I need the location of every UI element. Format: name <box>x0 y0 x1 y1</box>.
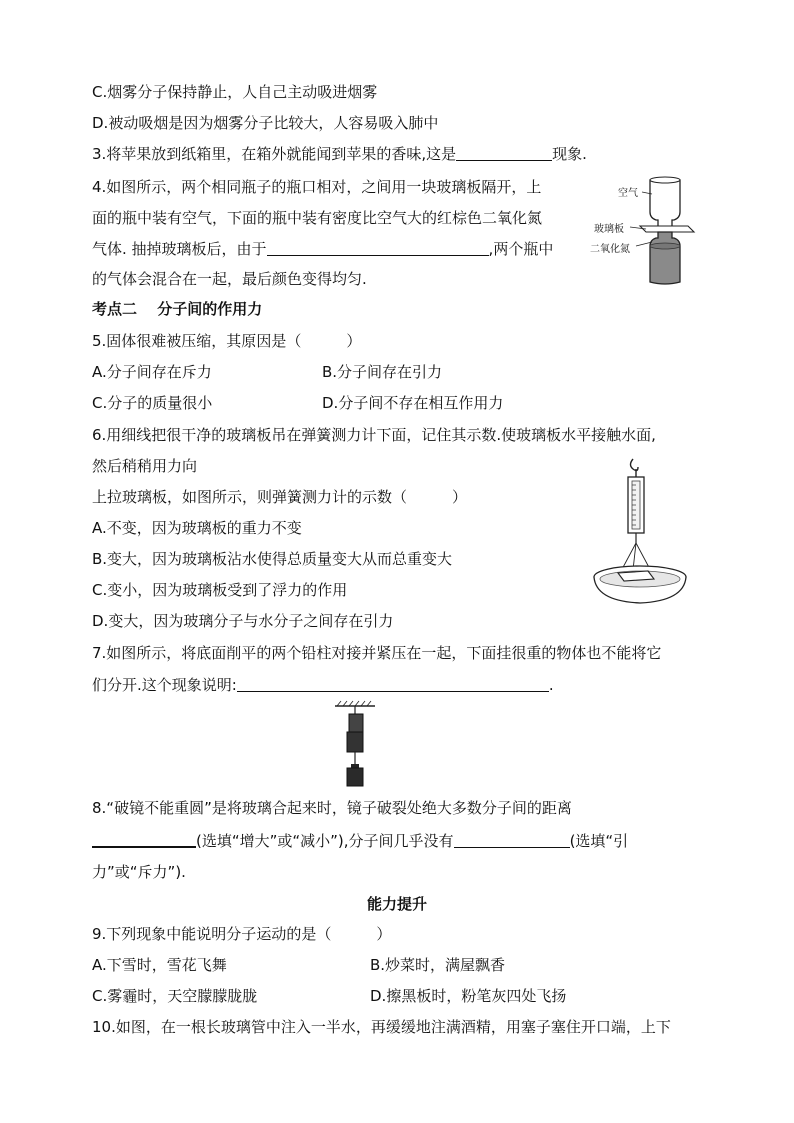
answer-blank[interactable] <box>92 830 196 848</box>
lead-cylinders-figure <box>333 700 383 790</box>
option-c-line: C.烟雾分子保持静止，人自己主动吸进烟雾 <box>92 83 378 101</box>
question-7-line-2 <box>92 675 554 695</box>
question-3-tail: 现象. <box>552 145 587 163</box>
question-4-text-tail: ,两个瓶中 <box>488 240 554 258</box>
question-5-option-a: A.分子间存在斥力 <box>92 363 212 381</box>
question-6-line-2: 然后稍稍用力向 <box>92 457 198 475</box>
question-8-text: (选填“增大”或“减小”),分子间几乎没有 <box>196 832 454 850</box>
question-5-option-d: D.分子间不存在相互作用力 <box>322 394 504 412</box>
question-4-line-3 <box>92 239 553 259</box>
question-6-option-c: C.变小，因为玻璃板受到了浮力的作用 <box>92 581 348 599</box>
question-8-text-tail: (选填“引 <box>569 832 629 850</box>
question-4-text: 气体. 抽掉玻璃板后，由于 <box>92 240 267 258</box>
question-6-line-1: 6.用细线把很干净的玻璃板吊在弹簧测力计下面，记住其示数.使玻璃板水平接触水面, <box>92 426 656 444</box>
air-label: 空气 <box>618 188 638 199</box>
question-8-line-3: 力”或“斥力”). <box>92 863 186 881</box>
no2-label: 二氧化氮 <box>590 244 630 255</box>
question-4-line-4: 的气体会混合在一起，最后颜色变得均匀. <box>92 270 367 288</box>
option-d-line: D.被动吸烟是因为烟雾分子比较大，人容易吸入肺中 <box>92 114 439 132</box>
question-4-line-2: 面的瓶中装有空气，下面的瓶中装有密度比空气大的红棕色二氧化氮 <box>92 209 543 227</box>
question-5-option-c: C.分子的质量很小 <box>92 394 213 412</box>
section-heading: 考点二 分子间的作用力 <box>92 300 263 318</box>
question-9-option-b: B.炒菜时，满屋飘香 <box>370 956 506 974</box>
question-7-tail: . <box>548 676 554 694</box>
answer-blank[interactable] <box>237 675 549 692</box>
question-7-line-1: 7.如图所示，将底面削平的两个铅柱对接并紧压在一起，下面挂很重的物体也不能将它 <box>92 644 662 662</box>
question-5-option-b: B.分子间存在引力 <box>322 363 443 381</box>
answer-blank[interactable] <box>267 239 489 256</box>
question-6-option-b: B.变大，因为玻璃板沾水使得总质量变大从而总重变大 <box>92 550 453 568</box>
bottles-figure <box>590 172 710 290</box>
question-4-line-1: 4.如图所示，两个相同瓶子的瓶口相对，之间用一块玻璃板隔开，上 <box>92 178 542 196</box>
question-3 <box>92 144 587 164</box>
answer-blank[interactable] <box>454 831 570 848</box>
spring-scale-drawing <box>592 455 702 605</box>
question-9-option-a: A.下雪时，雪花飞舞 <box>92 956 227 974</box>
answer-blank[interactable] <box>456 144 552 161</box>
question-9-option-c: C.雾霾时，天空朦朦胧胧 <box>92 987 258 1005</box>
question-6-option-d: D.变大，因为玻璃分子与水分子之间存在引力 <box>92 612 394 630</box>
question-8-line-2 <box>92 830 628 851</box>
question-3-text: 3.将苹果放到纸箱里，在箱外就能闻到苹果的香味,这是 <box>92 145 457 163</box>
section-heading: 能力提升 <box>366 895 427 913</box>
spring-scale-figure <box>592 455 702 605</box>
question-5: 5.固体很难被压缩，其原因是（ ） <box>92 332 362 350</box>
glass-plate-label: 玻璃板 <box>594 224 624 235</box>
question-7-text: 们分开.这个现象说明: <box>92 676 237 694</box>
question-10-line-1: 10.如图，在一根长玻璃管中注入一半水，再缓缓地注满酒精，用塞子塞住开口端，上下 <box>92 1018 671 1036</box>
question-6-option-a: A.不变，因为玻璃板的重力不变 <box>92 519 302 537</box>
question-8-line-1: 8.“破镜不能重圆”是将玻璃合起来时，镜子破裂处绝大多数分子间的距离 <box>92 799 572 817</box>
question-9-option-d: D.擦黑板时，粉笔灰四处飞扬 <box>370 987 567 1005</box>
question-9: 9.下列现象中能说明分子运动的是（ ） <box>92 925 392 943</box>
question-6-line-3: 上拉玻璃板，如图所示，则弹簧测力计的示数（ ） <box>92 488 468 506</box>
lead-cylinders-drawing <box>333 700 383 790</box>
